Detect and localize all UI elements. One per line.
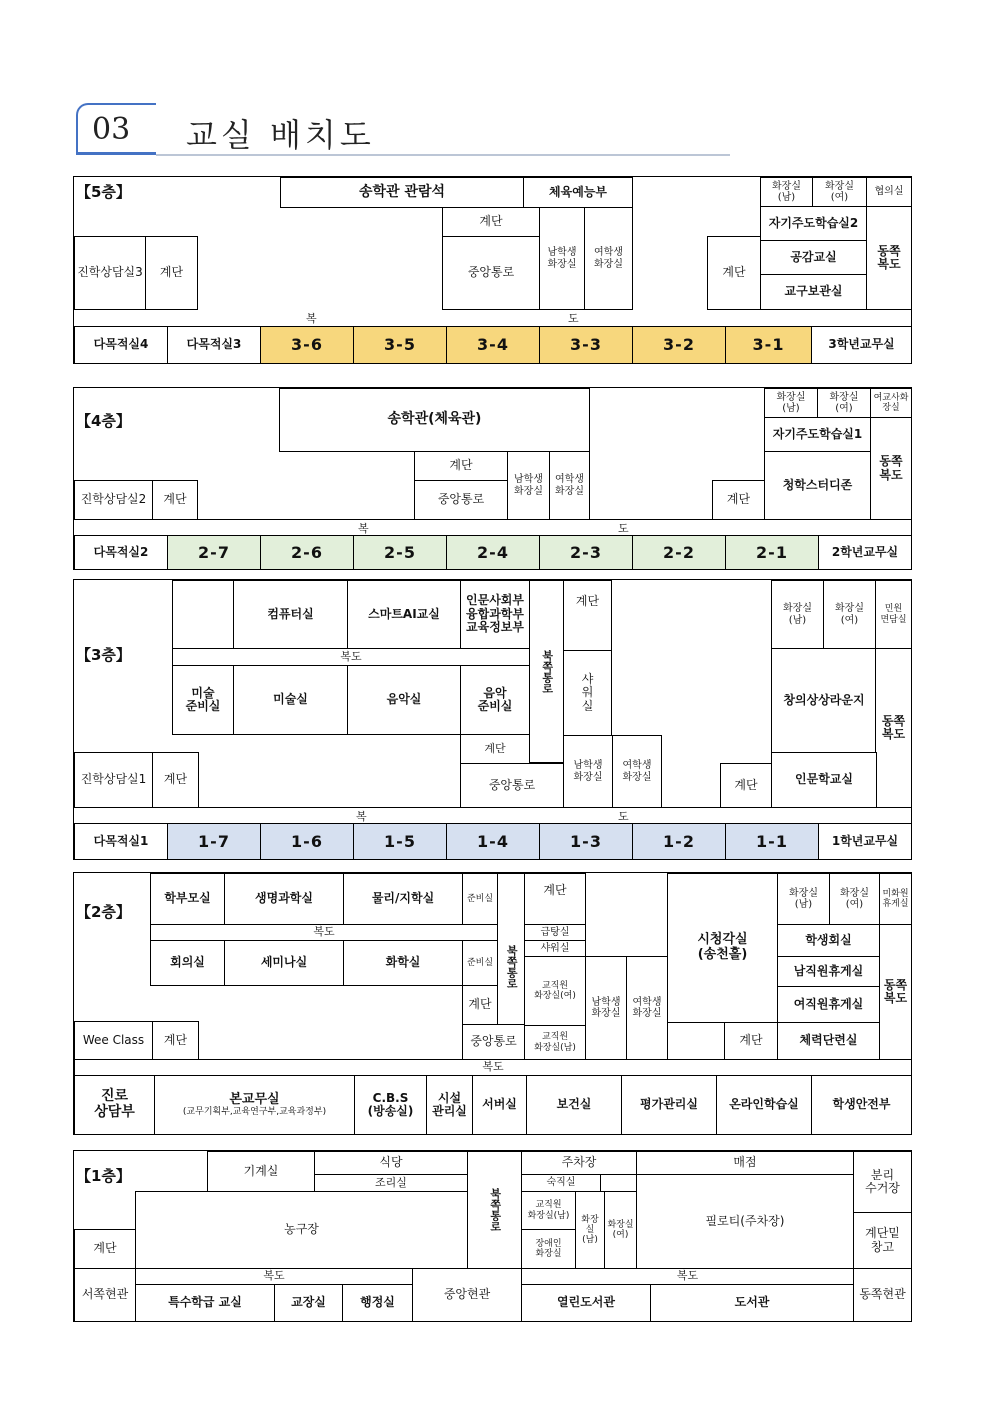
- floor-4-label: 【4층】: [76, 412, 131, 430]
- staff-restroom-female: 교직원 화장실(여): [524, 956, 586, 1026]
- corridor-buk: 복: [356, 810, 367, 823]
- evaluation-room: 평가관리실: [621, 1075, 717, 1135]
- staff-restroom-male: 교직원 화장실(남): [521, 1191, 576, 1230]
- restroom-female: 화장실 (여): [817, 388, 871, 418]
- male-restroom: 남학생 화장실: [563, 735, 613, 808]
- meeting-room: 회의실: [150, 940, 225, 986]
- stairs-top: 계단: [524, 873, 586, 925]
- female-restroom: 여학생 화장실: [626, 956, 668, 1060]
- male-restroom: 남학생 화장실: [585, 956, 627, 1060]
- broadcast-room: C.B.S (방송실): [354, 1075, 427, 1135]
- page-title: 교실 배치도: [186, 116, 375, 154]
- classroom-2-7: 2-7: [167, 535, 261, 570]
- male-staff-lounge: 남직원휴게실: [777, 956, 880, 987]
- social-dept: 인문사회부 융합과학부 교육정보부: [460, 580, 530, 649]
- store: 매점: [636, 1151, 854, 1175]
- supply-storage: 교구보관실: [760, 274, 867, 310]
- classroom-1-6: 1-6: [260, 823, 354, 860]
- fitness-room: 체력단련실: [777, 1022, 880, 1060]
- empathy-class: 공감교실: [760, 240, 867, 275]
- art-room: 미술실: [233, 665, 348, 735]
- restroom-female: 화장실 (여): [812, 177, 867, 207]
- floor-1: [73, 1150, 912, 1322]
- central-passage: 중앙통로: [462, 1024, 525, 1060]
- principal-office: 교장실: [274, 1284, 343, 1322]
- physics-lab: 물리/지학실: [343, 873, 463, 925]
- self-study-1: 자기주도학습실1: [764, 417, 871, 452]
- special-class: 특수학급 교실: [135, 1284, 275, 1322]
- corridor-label-left: 복도: [135, 1268, 413, 1285]
- restroom-male: 화장실 (남): [777, 873, 830, 925]
- classroom-1-4: 1-4: [446, 823, 540, 860]
- classroom-2-2: 2-2: [632, 535, 726, 570]
- female-restroom: 여학생 화장실: [549, 451, 590, 520]
- central-entrance: 중앙현관: [412, 1268, 522, 1322]
- open-library: 열린도서관: [521, 1284, 651, 1322]
- header-number: 03: [92, 112, 131, 147]
- parent-meeting-room: 민원 면담실: [875, 580, 912, 649]
- self-study-2: 자기주도학습실2: [760, 206, 867, 241]
- parking-lot: 주차장: [521, 1151, 637, 1175]
- disabled-restroom: 장애인 화장실: [521, 1229, 576, 1269]
- east-corridor: 동쪽 복도: [875, 648, 912, 808]
- janitor-rest-room: 미화원 휴게실: [879, 873, 912, 925]
- classroom-3-1: 3-1: [725, 326, 812, 364]
- female-teacher-restroom: 여교사화 장실: [870, 388, 912, 418]
- stairs-right: 계단: [712, 480, 765, 520]
- corridor-label: 복도: [150, 924, 498, 941]
- stairs-top: 계단: [442, 207, 540, 237]
- library: 도서관: [650, 1284, 854, 1322]
- floor-1-label: 【1층】: [76, 1167, 131, 1185]
- north-passage: 북쪽통로: [497, 873, 525, 1060]
- cooking-room: 조리실: [314, 1174, 468, 1192]
- stairs-left: 계단: [152, 1021, 199, 1060]
- health-room: 보건실: [526, 1075, 622, 1135]
- online-learning-room: 온라인학습실: [716, 1075, 812, 1135]
- main-office-label: 본교무실: [229, 1091, 280, 1107]
- floor-4: [73, 387, 912, 570]
- corridor-label: 복도: [172, 648, 530, 666]
- corridor-do: 도: [618, 522, 629, 535]
- classroom-1-5: 1-5: [353, 823, 447, 860]
- floor-2-label: 【2층】: [76, 903, 131, 921]
- hot-water-room: 급탕실: [524, 924, 586, 941]
- student-safety-dept: 학생안전부: [811, 1075, 912, 1135]
- stairs-top: 계단: [563, 580, 612, 651]
- header-underline: [156, 154, 730, 156]
- parents-room: 학부모실: [150, 873, 225, 925]
- stairs: 계단: [74, 1229, 136, 1269]
- prep-room-1: 준비실: [462, 873, 498, 925]
- stairs-mid: 계단: [460, 734, 530, 764]
- machine-room: 기계실: [207, 1151, 315, 1192]
- shower-room: 샤 워 실: [563, 650, 612, 736]
- east-corridor: 동쪽 복도: [879, 924, 912, 1060]
- smart-ai-room: 스마트AI교실: [347, 580, 461, 649]
- art-prep-room: 미술 준비실: [172, 665, 234, 735]
- yeneung-dept: 체육예능부: [523, 177, 633, 208]
- central-passage: 중앙통로: [414, 480, 508, 520]
- north-passage: 북쪽통로: [529, 580, 564, 763]
- classroom-3-6: 3-6: [260, 326, 354, 364]
- female-restroom: 여학생 화장실: [584, 207, 633, 310]
- basketball-court: 농구장: [135, 1191, 468, 1269]
- duty-room: 숙직실: [521, 1174, 601, 1192]
- student-council-room: 학생회실: [777, 924, 880, 957]
- floor-5: [73, 176, 912, 364]
- stairs-left: 계단: [152, 480, 198, 520]
- main-office-sub: (교무기획부,교육연구부,교육과정부): [182, 1107, 327, 1118]
- floor-3: [73, 579, 912, 860]
- corridor-bottom: 복도: [74, 1059, 912, 1076]
- east-corridor: 동쪽 복도: [870, 417, 912, 520]
- admin-office: 행정실: [342, 1284, 413, 1322]
- classroom-2-4: 2-4: [446, 535, 540, 570]
- seminar-room: 세미나실: [224, 940, 344, 986]
- restroom-female: 화장실 (여): [823, 580, 876, 649]
- corridor-buk: 복: [306, 312, 317, 325]
- male-restroom: 남학생 화장실: [539, 207, 585, 310]
- restroom-female: 화장실 (여): [829, 873, 880, 925]
- corridor-line: [74, 519, 912, 536]
- corridor-line: [74, 309, 811, 327]
- songhak-gym: 송학관(체육관): [279, 388, 590, 452]
- female-staff-lounge: 여직원휴게실: [777, 986, 880, 1023]
- classroom-2-1: 2-1: [725, 535, 819, 570]
- recycle-area: 분리 수거장: [853, 1151, 912, 1213]
- av-hall: 시청각실 (송천홀): [667, 873, 778, 1023]
- study-zone: 청학스터디존: [764, 451, 871, 520]
- grade1-office: 1학년교무실: [818, 823, 912, 860]
- corridor-line: [74, 807, 912, 824]
- chemistry-lab: 화학실: [343, 940, 463, 986]
- east-entrance: 동쪽현관: [853, 1268, 912, 1322]
- consultation-room: 협의실: [866, 177, 912, 207]
- central-passage: 중앙통로: [442, 236, 540, 310]
- restroom-male: 화장실 (남): [575, 1191, 605, 1269]
- female-restroom: 여학생 화장실: [612, 735, 662, 808]
- grade3-office: 3학년교무실: [811, 326, 912, 364]
- counsel-room-1: 진학상담실1: [74, 752, 153, 808]
- counsel-room-2: 진학상담실2: [74, 480, 153, 520]
- humanities-room: 인문학교실: [771, 752, 877, 808]
- classroom-2-6: 2-6: [260, 535, 354, 570]
- north-passage: 북쪽통로: [467, 1151, 522, 1269]
- prep-room-2: 준비실: [462, 940, 498, 986]
- restroom-male: 화장실 (남): [760, 177, 813, 207]
- central-passage: 중앙통로: [460, 763, 564, 808]
- classroom-3-2: 3-2: [632, 326, 726, 364]
- multi-room-1: 다목적실1: [74, 823, 168, 860]
- creative-lounge: 창의상상라운지: [771, 648, 877, 753]
- gwanramseok: 송학관 관람석: [280, 177, 524, 208]
- stairs-mid: 계단: [462, 985, 498, 1025]
- male-restroom: 남학생 화장실: [507, 451, 550, 520]
- floor-5-label: 【5층】: [76, 183, 131, 201]
- main-office: [154, 1075, 355, 1135]
- classroom-2-3: 2-3: [539, 535, 633, 570]
- restroom-male: 화장실 (남): [771, 580, 824, 649]
- restroom-male: 화장실 (남): [764, 388, 818, 418]
- piloti-parking: 필로티(주차장): [636, 1174, 854, 1269]
- music-prep-room: 음악 준비실: [460, 665, 530, 735]
- classroom-2-5: 2-5: [353, 535, 447, 570]
- floor-3-label: 【3층】: [76, 646, 131, 664]
- wee-class: Wee Class: [74, 1021, 153, 1060]
- floor-2: [73, 872, 912, 1135]
- computer-room: 컴퓨터실: [233, 580, 348, 649]
- cafeteria: 식당: [314, 1151, 468, 1175]
- under-stairs-storage: 계단밑 창고: [853, 1212, 912, 1269]
- career-dept: 진로 상담부: [74, 1075, 155, 1135]
- classroom-1-3: 1-3: [539, 823, 633, 860]
- classroom-1-1: 1-1: [725, 823, 819, 860]
- classroom-3-4: 3-4: [446, 326, 540, 364]
- music-room: 음악실: [347, 665, 461, 735]
- counsel-room-3: 진학상담실3: [74, 236, 146, 310]
- stairs-top: 계단: [414, 451, 508, 481]
- server-room: 서버실: [472, 1075, 527, 1135]
- staff-restroom-male: 교직원 화장실(남): [524, 1025, 586, 1060]
- multi-room-3: 다목적실3: [167, 326, 261, 364]
- west-entrance: 서쪽현관: [74, 1268, 136, 1322]
- corridor-do: 도: [618, 810, 629, 823]
- corridor-label-right: 복도: [521, 1268, 854, 1285]
- corridor-buk: 복: [358, 522, 369, 535]
- shower-room: 샤워실: [524, 940, 586, 957]
- stairs-right: 계단: [724, 1022, 778, 1060]
- east-corridor: 동쪽 복도: [866, 206, 912, 310]
- biology-lab: 생명과학실: [224, 873, 344, 925]
- classroom-1-7: 1-7: [167, 823, 261, 860]
- stairs-left: 계단: [152, 752, 199, 808]
- stairs-right: 계단: [720, 763, 772, 808]
- corridor-do: 도: [568, 312, 579, 325]
- multi-room-4: 다목적실4: [74, 326, 168, 364]
- blank-top: [172, 580, 234, 649]
- stairs-right: 계단: [707, 236, 761, 310]
- classroom-3-5: 3-5: [353, 326, 447, 364]
- grade2-office: 2학년교무실: [818, 535, 912, 570]
- restroom-female: 화장실 (여): [604, 1191, 637, 1269]
- stairs-left: 계단: [145, 236, 198, 310]
- classroom-3-3: 3-3: [539, 326, 633, 364]
- multi-room-2: 다목적실2: [74, 535, 168, 570]
- classroom-1-2: 1-2: [632, 823, 726, 860]
- facility-office: 시설 관리실: [426, 1075, 473, 1135]
